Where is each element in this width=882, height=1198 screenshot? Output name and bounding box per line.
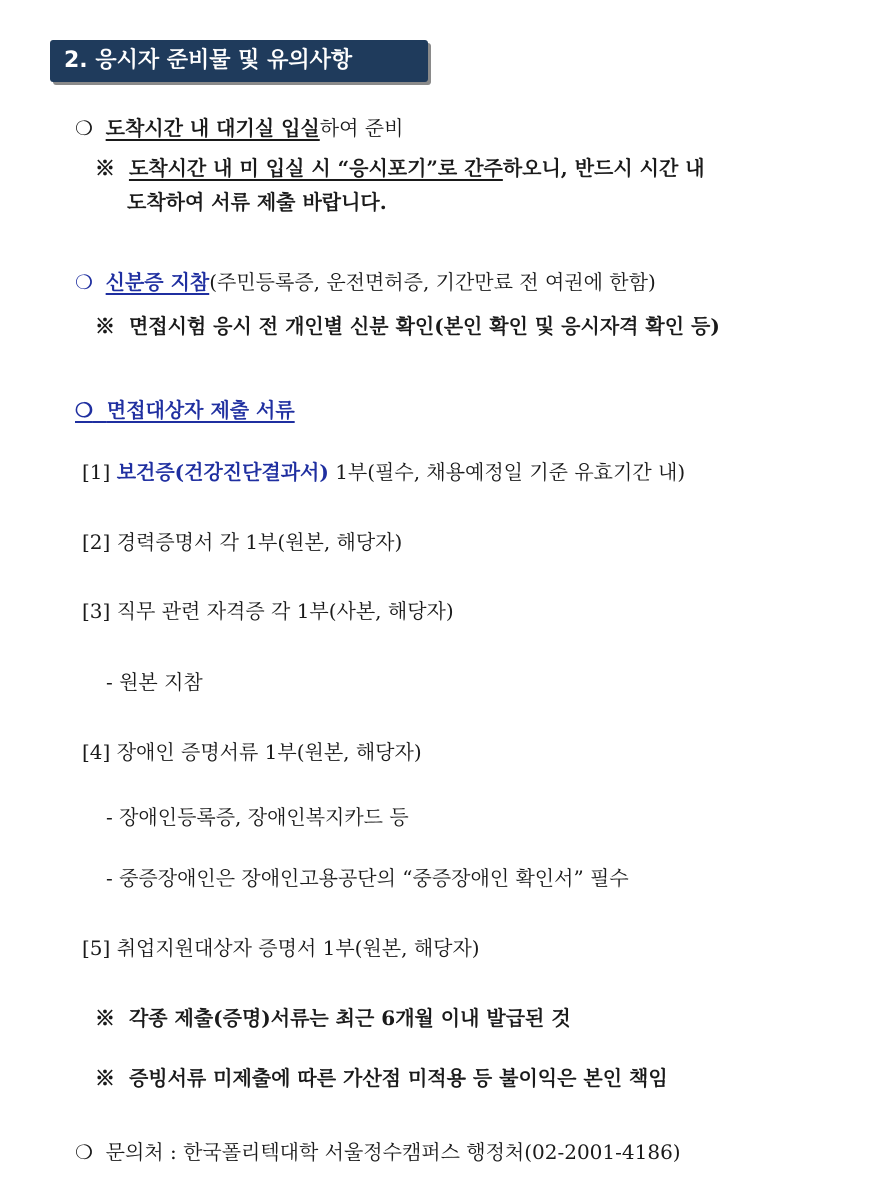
documents-note-1-text: 각종 제출(증명)서류는 최근 6개월 이내 발급된 것 <box>128 1006 571 1030</box>
item-text: 장애인 증명서류 1부(원본, 해당자) <box>116 740 422 764</box>
arrival-note-line1 <box>95 154 705 182</box>
id-card-rest: (주민등록증, 운전면허증, 기간만료 전 여권에 한함) <box>209 270 656 294</box>
document-item <box>82 738 422 766</box>
document-subitem: - 장애인등록증, 장애인복지카드 등 <box>106 805 409 829</box>
bullet-icon: ❍ <box>75 270 93 294</box>
documents-heading <box>75 396 295 424</box>
item-number: [4] <box>82 740 111 764</box>
contact-text: 문의처 : 한국폴리텍대학 서울정수캠퍼스 행정처(02-2001-4186) <box>105 1140 681 1164</box>
section-title: 2. 응시자 준비물 및 유의사항 <box>50 40 428 82</box>
item-number: [5] <box>82 936 111 960</box>
bullet-icon: ❍ <box>75 1140 93 1164</box>
arrival-note-line2: 도착하여 서류 제출 바랍니다. <box>127 190 387 214</box>
contact-line <box>75 1138 681 1166</box>
document-item <box>82 458 685 486</box>
note-mark-icon: ※ <box>95 1006 115 1030</box>
documents-note-1 <box>95 1004 571 1032</box>
item-text: 경력증명서 각 1부(원본, 해당자) <box>116 530 403 554</box>
id-card-highlight: 신분증 지참 <box>105 270 210 294</box>
documents-note-2-text: 증빙서류 미제출에 따른 가산점 미적용 등 불이익은 본인 책임 <box>128 1066 668 1090</box>
item-highlight: 보건증(건강진단결과서) <box>116 460 329 484</box>
bullet-icon: ❍ <box>75 398 93 422</box>
documents-note-2 <box>95 1064 668 1092</box>
note-mark-icon: ※ <box>95 314 115 338</box>
note-mark-icon: ※ <box>95 156 115 180</box>
note-mark-icon: ※ <box>95 1066 115 1090</box>
document-subitem: - 원본 지참 <box>106 670 203 694</box>
documents-heading-text: 면접대상자 제출 서류 <box>106 398 295 422</box>
item-text: 직무 관련 자격증 각 1부(사본, 해당자) <box>116 599 454 623</box>
item-number: [3] <box>82 599 111 623</box>
item-text: 1부(필수, 채용예정일 기준 유효기간 내) <box>328 460 686 484</box>
id-card-line <box>75 268 656 296</box>
item-number: [1] <box>82 460 111 484</box>
id-card-note-text: 면접시험 응시 전 개인별 신분 확인(본인 확인 및 응시자격 확인 등) <box>128 314 720 338</box>
arrival-line <box>75 114 403 142</box>
item-text: 취업지원대상자 증명서 1부(원본, 해당자) <box>116 936 480 960</box>
id-card-note <box>95 312 720 340</box>
document-subitem: - 중증장애인은 장애인고용공단의 “중증장애인 확인서” 필수 <box>106 866 629 890</box>
arrival-note-rest: 하오니, 반드시 시간 내 <box>502 156 705 180</box>
arrival-note-underlined: 도착시간 내 미 입실 시 “응시포기”로 간주 <box>128 156 503 180</box>
bullet-icon: ❍ <box>75 116 93 140</box>
document-item <box>82 934 480 962</box>
arrival-highlight: 도착시간 내 대기실 입실 <box>105 116 320 140</box>
document-item <box>82 528 402 556</box>
item-number: [2] <box>82 530 111 554</box>
document-item <box>82 597 454 625</box>
arrival-rest: 하여 준비 <box>319 116 404 140</box>
